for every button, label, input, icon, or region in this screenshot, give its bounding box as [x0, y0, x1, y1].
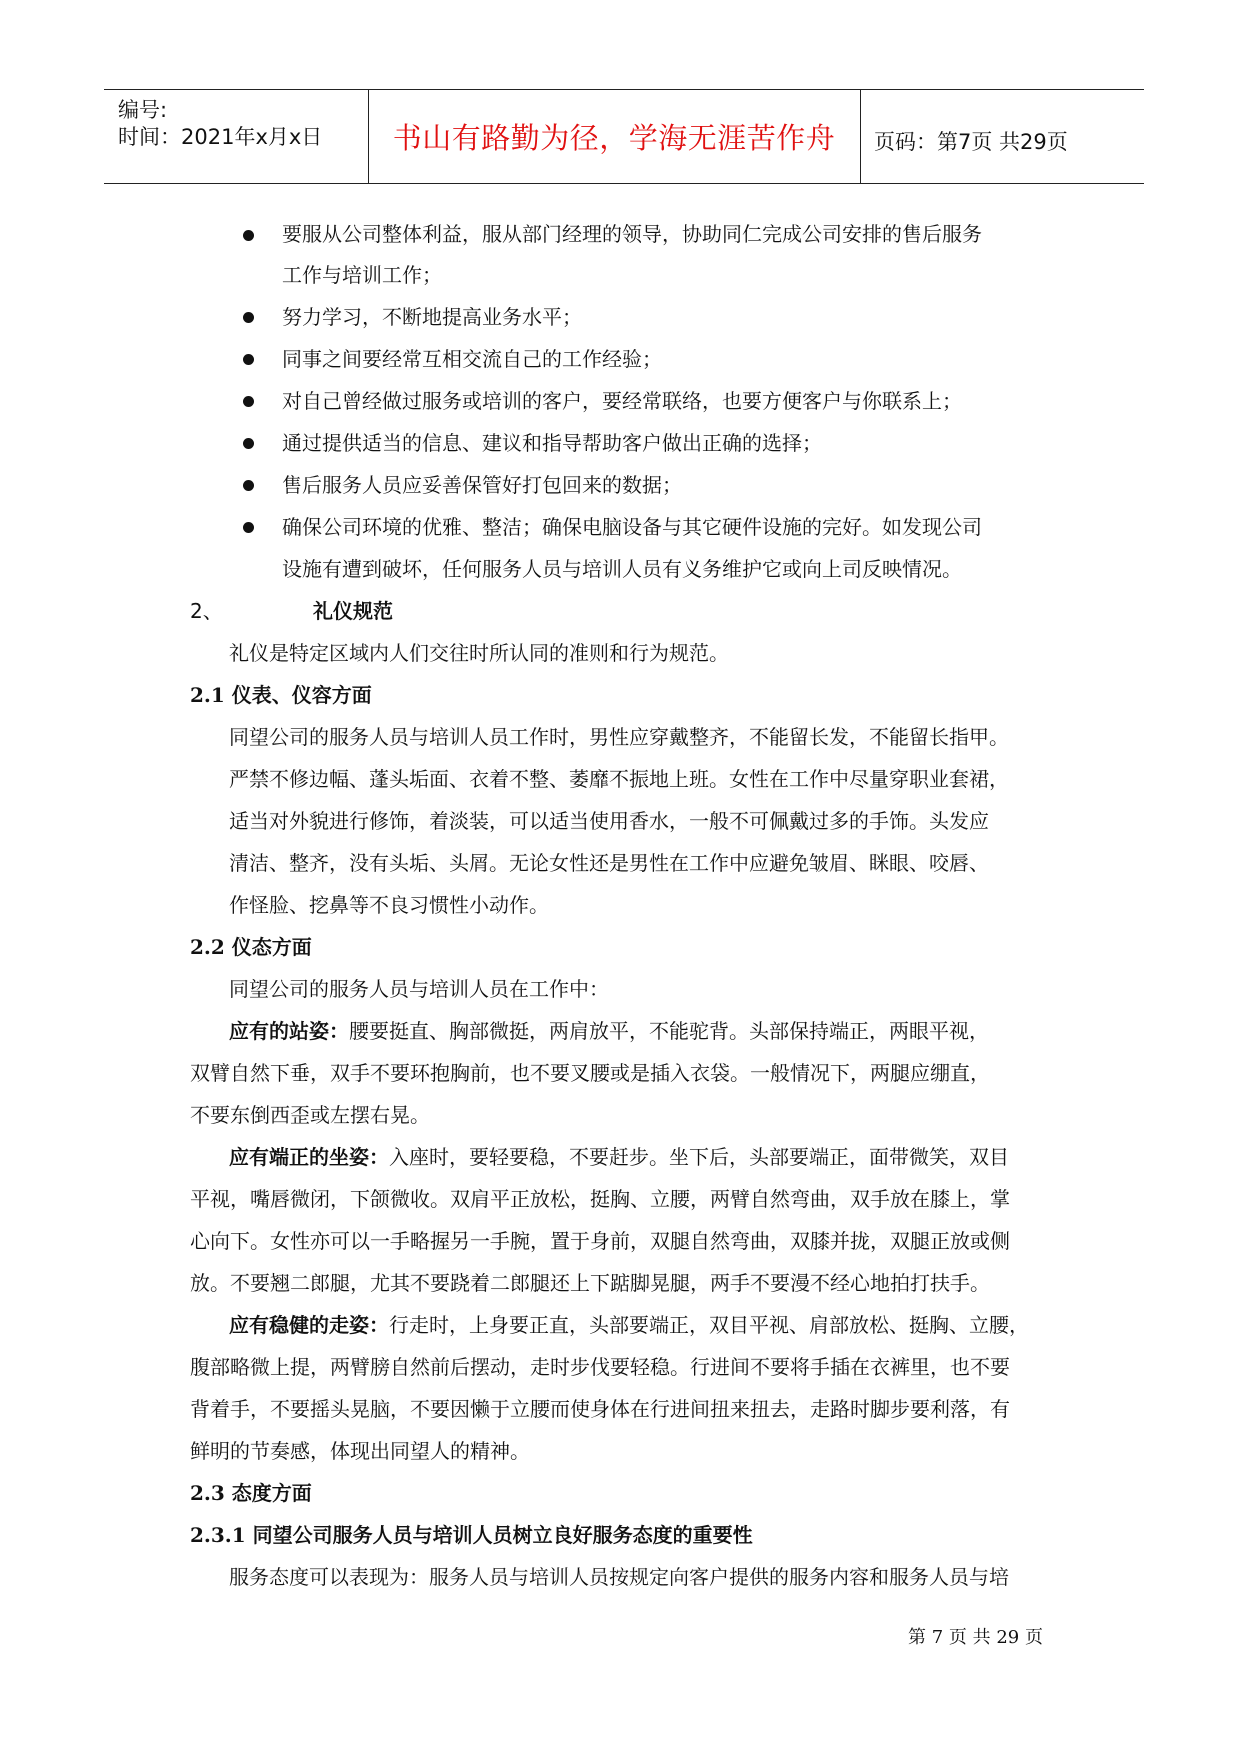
header-info-cell: [104, 90, 369, 183]
bullet-dot-icon: [243, 312, 254, 323]
section-2-intro: 礼仪是特定区域内人们交往时所认同的准则和行为规范。: [229, 641, 729, 665]
bullet-item-1-line-2: 工作与培训工作；: [282, 263, 442, 287]
bullet-dot-icon: [243, 438, 254, 449]
sitting-posture-line-4: 放。不要翘二郎腿，尤其不要跷着二郎腿还上下踮脚晃腿，两手不要漫不经心地拍打扶手。: [190, 1271, 990, 1295]
standing-posture-line-2: 双臂自然下垂，双手不要环抱胸前，也不要叉腰或是插入衣袋。一般情况下，两腿应绷直，: [190, 1061, 990, 1085]
section-2-1-line-1: 同望公司的服务人员与培训人员工作时，男性应穿戴整齐，不能留长发，不能留长指甲。: [229, 725, 1009, 749]
section-2-1-line-4: 清洁、整齐，没有头垢、头屑。无论女性还是男性在工作中应避免皱眉、眯眼、咬唇、: [229, 851, 989, 875]
walking-posture-line-3: 背着手，不要摇头晃脑，不要因懒于立腰而使身体在行进间扭来扭去，走路时脚步要利落，有: [190, 1397, 1010, 1421]
header-page-label: 页码：第7页 共29页: [874, 130, 1068, 154]
header-page-cell: [860, 90, 1144, 183]
standing-posture-text: 腰要挺直、胸部微挺，两肩放平，不能驼背。头部保持端正，两眼平视，: [349, 1019, 989, 1043]
standing-posture-label: 应有的站姿：: [229, 1019, 349, 1043]
sitting-posture-label: 应有端正的坐姿：: [229, 1145, 389, 1169]
section-2-number: 2、: [190, 599, 223, 623]
bullet-item-6: 售后服务人员应妥善保管好打包回来的数据；: [282, 473, 682, 497]
bullet-item-7-line-1: 确保公司环境的优雅、整洁；确保电脑设备与其它硬件设施的完好。如发现公司: [282, 515, 982, 539]
standing-posture-line-1: [229, 1019, 989, 1043]
section-2-3-1-intro: 服务态度可以表现为：服务人员与培训人员按规定向客户提供的服务内容和服务人员与培: [229, 1565, 1009, 1589]
page-header: [104, 89, 1144, 184]
bullet-dot-icon: [243, 230, 254, 241]
bullet-item-4: 对自己曾经做过服务或培训的客户，要经常联络，也要方便客户与你联系上；: [282, 389, 962, 413]
section-2-3-1-heading: 2.3.1 同望公司服务人员与培训人员树立良好服务态度的重要性: [190, 1523, 753, 1547]
walking-posture-label: 应有稳健的走姿：: [229, 1313, 389, 1337]
bullet-item-7-line-2: 设施有遭到破坏，任何服务人员与培训人员有义务维护它或向上司反映情况。: [282, 557, 962, 581]
bullet-dot-icon: [243, 354, 254, 365]
sitting-posture-line-1: [229, 1145, 1009, 1169]
page-footer: 第 7 页 共 29 页: [908, 1627, 1043, 1648]
section-2-3-heading: 2.3 态度方面: [190, 1481, 312, 1505]
section-2-1-line-5: 作怪脸、挖鼻等不良习惯性小动作。: [229, 893, 549, 917]
standing-posture-line-3: 不要东倒西歪或左摆右晃。: [190, 1103, 430, 1127]
document-time-label: 时间：2021年x月x日: [118, 125, 323, 149]
bullet-item-1-line-1: 要服从公司整体利益，服从部门经理的领导，协助同仁完成公司安排的售后服务: [282, 222, 982, 246]
bullet-dot-icon: [243, 480, 254, 491]
bullet-dot-icon: [243, 522, 254, 533]
section-2-1-line-3: 适当对外貌进行修饰，着淡装，可以适当使用香水，一般不可佩戴过多的手饰。头发应: [229, 809, 989, 833]
section-2-2-intro: 同望公司的服务人员与培训人员在工作中：: [229, 977, 609, 1001]
walking-posture-line-1: [229, 1313, 1029, 1337]
sitting-posture-text: 入座时，要轻要稳，不要赶步。坐下后，头部要端正，面带微笑，双目: [389, 1145, 1009, 1169]
bullet-item-2: 努力学习，不断地提高业务水平；: [282, 305, 582, 329]
bullet-dot-icon: [243, 396, 254, 407]
document-number-label: 编号:: [118, 98, 168, 122]
walking-posture-line-2: 腹部略微上提，两臂膀自然前后摆动，走时步伐要轻稳。行进间不要将手插在衣裤里，也不要: [190, 1355, 1010, 1379]
walking-posture-line-4: 鲜明的节奏感，体现出同望人的精神。: [190, 1439, 530, 1463]
header-motto: 书山有路勤为径，学海无涯苦作舟: [392, 121, 836, 155]
header-motto-cell: [368, 90, 861, 183]
walking-posture-text: 行走时，上身要正直，头部要端正，双目平视、肩部放松、挺胸、立腰，: [389, 1313, 1029, 1337]
section-2-1-line-2: 严禁不修边幅、蓬头垢面、衣着不整、萎靡不振地上班。女性在工作中尽量穿职业套裙，: [229, 767, 1009, 791]
sitting-posture-line-2: 平视，嘴唇微闭，下颌微收。双肩平正放松，挺胸、立腰，两臂自然弯曲，双手放在膝上，掌: [190, 1187, 1010, 1211]
section-2-title: 礼仪规范: [313, 599, 393, 623]
bullet-item-3: 同事之间要经常互相交流自己的工作经验；: [282, 347, 662, 371]
section-2-1-heading: 2.1 仪表、仪容方面: [190, 683, 372, 707]
bullet-item-5: 通过提供适当的信息、建议和指导帮助客户做出正确的选择；: [282, 431, 822, 455]
section-2-2-heading: 2.2 仪态方面: [190, 935, 312, 959]
sitting-posture-line-3: 心向下。女性亦可以一手略握另一手腕，置于身前，双腿自然弯曲，双膝并拢，双腿正放或侧: [190, 1229, 1010, 1253]
